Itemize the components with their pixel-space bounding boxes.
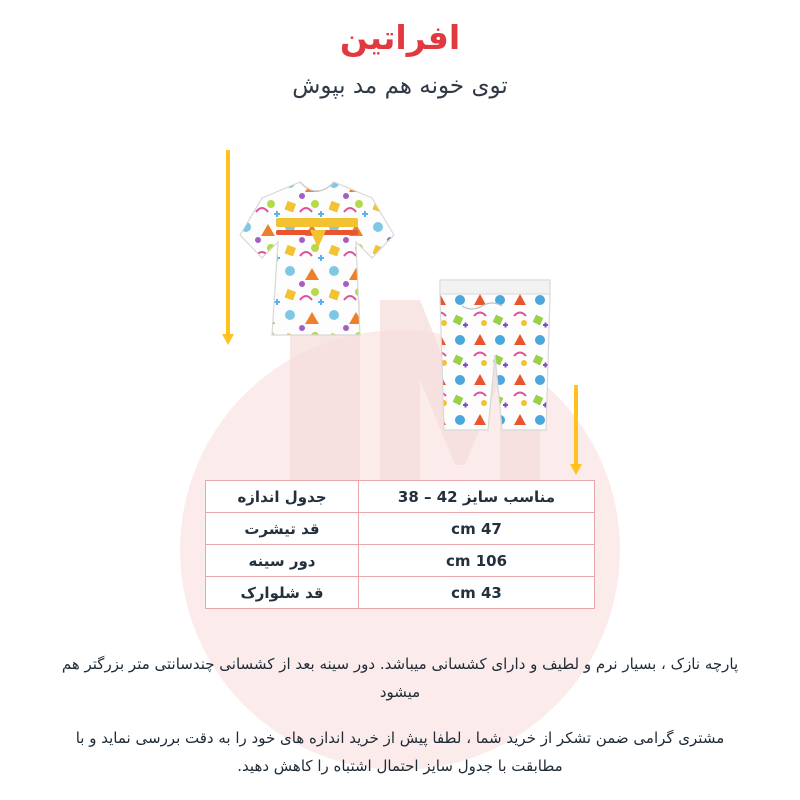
- shorts-length-value: 43 cm: [359, 577, 595, 609]
- table-row: [206, 545, 595, 577]
- table-row: [206, 481, 595, 513]
- tshirt-shape: [240, 182, 394, 335]
- product-illustration: [150, 130, 650, 480]
- size-table: [205, 480, 595, 609]
- table-row: [206, 577, 595, 609]
- tshirt-length-value: 47 cm: [359, 513, 595, 545]
- brand-logo: افراتین: [339, 18, 461, 57]
- shorts-length-label: قد شلوارک: [206, 577, 359, 609]
- fabric-note: پارچه نازک ، بسیار نرم و لطیف و دارای کشسانی میباشد. دور سینه بعد از کشسانی چندسانتی متر بزرگتر هم میشود: [61, 655, 739, 701]
- notes-section: [60, 650, 740, 798]
- size-range-label: جدول اندازه: [206, 481, 359, 513]
- size-range-value: مناسب سایز 42 – 38: [359, 481, 595, 513]
- chest-value: 106 cm: [359, 545, 595, 577]
- chest-label: دور سینه: [206, 545, 359, 577]
- customer-note: مشتری گرامی ضمن تشکر از خرید شما ، لطفا پیش از خرید اندازه های خود را به دقت بررسی نماید و با مطابقت با جدول سایز احتمال اشتباه را کاهش دهید.: [75, 729, 725, 775]
- table-row: [206, 513, 595, 545]
- shorts-length-arrow: [570, 385, 582, 475]
- tshirt-length-arrow: [222, 150, 234, 345]
- shorts-shape: [440, 280, 550, 430]
- tshirt-length-label: قد تیشرت: [206, 513, 359, 545]
- brand-tagline: توی خونه هم مد بپوش: [292, 73, 508, 99]
- brand-header: [0, 18, 800, 99]
